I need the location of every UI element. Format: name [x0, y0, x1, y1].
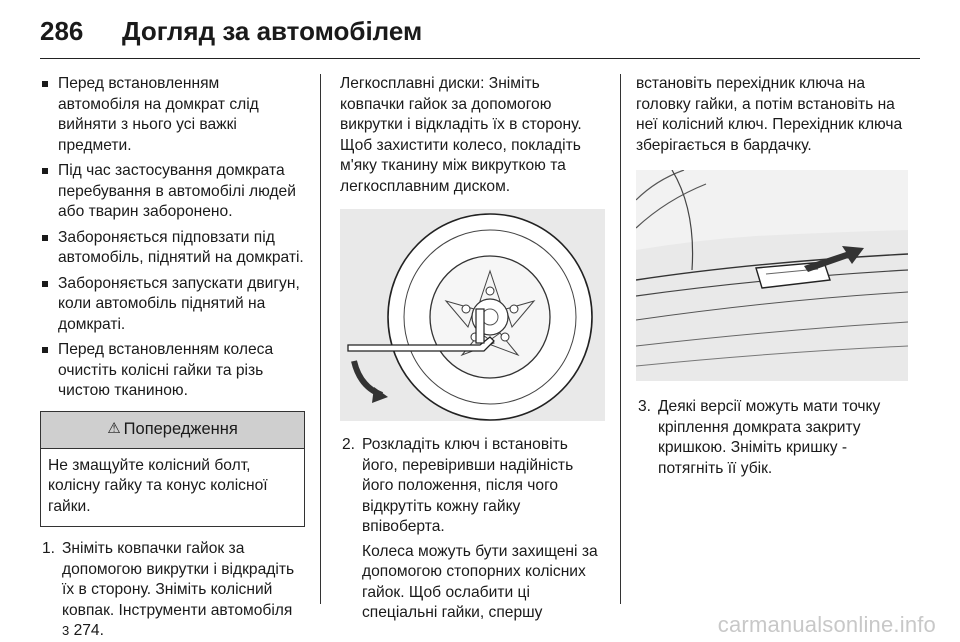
bullet-item: Перед встановленням автомобіля на домкрат слід вийняти з нього усі важкі предмети.: [40, 74, 305, 156]
warning-box: [40, 411, 305, 528]
step-text: Розкладіть ключ і встановіть його, перевіривши надійність його положення, після чого відкрутіть кожну гайку впівоберта.: [362, 436, 574, 535]
step-text: Зніміть ковпачки гайок за допомогою викрутки і відкрадіть їх в сторону. Зніміть колісний ковпак. Інструменти автомобіля: [62, 540, 295, 619]
column-3: [636, 74, 908, 483]
warning-header: [41, 412, 304, 449]
step-number: 1.: [42, 540, 56, 557]
wheel-wrench-illustration: [340, 209, 605, 421]
bullet-item: Забороняється підповзати під автомобіль, піднятий на домкраті.: [40, 228, 305, 269]
warning-icon: ⚠: [107, 420, 121, 438]
watermark: carmanualsonline.info: [717, 612, 936, 637]
step-1: [40, 539, 305, 642]
column-divider-2: [620, 74, 621, 604]
arrow-ref-icon: 3: [62, 623, 70, 638]
column-divider-1: [320, 74, 321, 604]
bullet-item: Під час застосування домкрата перебування в автомобілі людей або тварин заборонено.: [40, 161, 305, 223]
page-number: 286: [40, 16, 84, 46]
header-rule: [40, 58, 920, 59]
adapter-text: встановіть перехідник ключа на головку гайки, а потім встановіть на неї колісний ключ. Перехідник ключа зберігається в бардачку.: [636, 75, 903, 154]
sill-illustration-svg: [636, 170, 908, 381]
page-reference: 274.: [73, 622, 104, 639]
step-text: Деякі версії можуть мати точку кріплення домкрата закриту кришкою. Зніміть кришку - потягніть її убік.: [658, 398, 881, 477]
step-number: 3.: [638, 398, 652, 415]
warning-text: Не змащуйте колісний болт, колісну гайку та конус колісної гайки.: [48, 456, 268, 515]
warning-title: Попередження: [123, 420, 238, 439]
bullet-item: Перед встановленням колеса очистіть колісні гайки та різь чистою тканиною.: [40, 340, 305, 402]
step-2: [340, 435, 605, 624]
jack-point-illustration: [636, 170, 908, 381]
step-extra-text: Колеса можуть бути захищені за допомогою стопорних колісних гайок. Щоб ослабити ці спеціальні гайки, спершу: [362, 542, 598, 621]
wheel-illustration-svg: [340, 209, 605, 421]
column-1: [40, 74, 305, 642]
step-3: [636, 397, 908, 479]
page-header: [40, 14, 920, 54]
column-2: [340, 74, 605, 628]
step-number: 2.: [342, 436, 356, 453]
page-title: Догляд за автомобілем: [122, 16, 423, 46]
bullet-item: Забороняється запускати двигун, коли автомобіль піднятий на домкраті.: [40, 274, 305, 336]
alloy-intro: Легкосплавні диски: Зніміть ковпачки гайок за допомогою викрутки і відкладіть їх в сторону. Щоб захистити колесо, покладіть м'яку тканину між викруткою та легкосплавним диском.: [340, 75, 582, 195]
